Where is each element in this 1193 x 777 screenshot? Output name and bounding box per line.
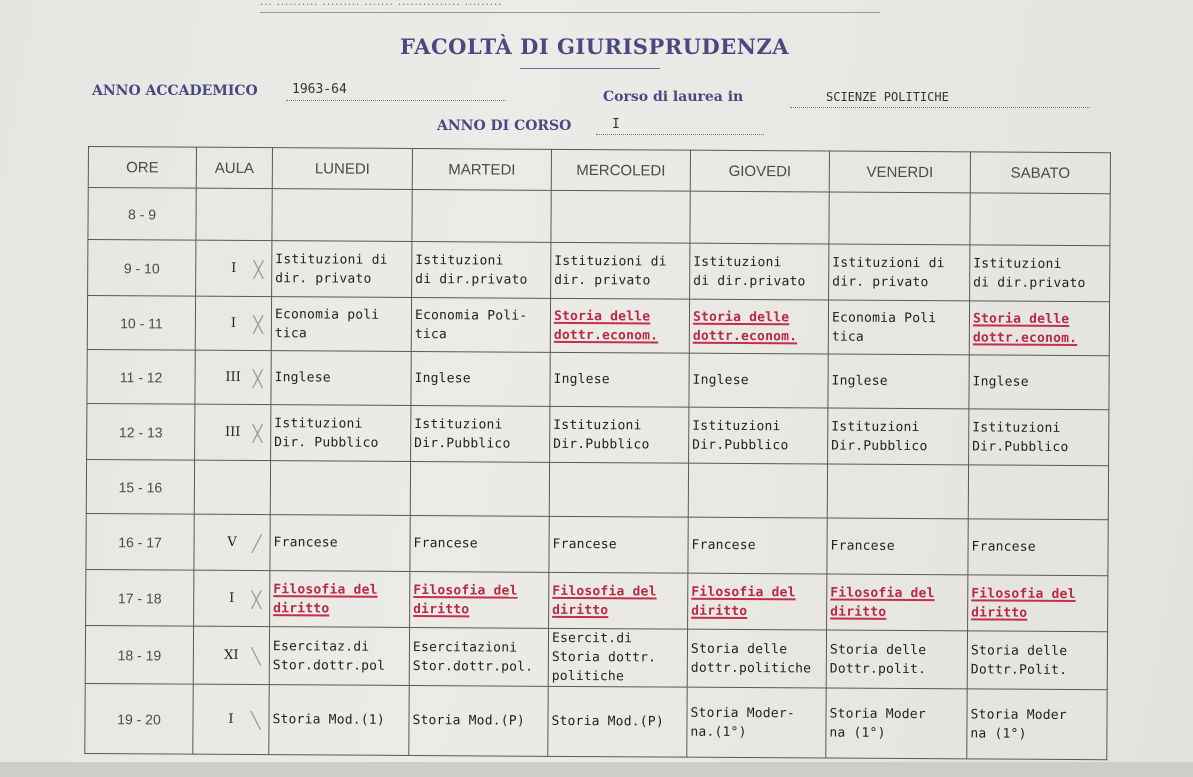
course-cell-mercoledi [549, 516, 688, 573]
course-name: Istituzioni Dir.Pubblico [831, 419, 928, 454]
course-cell-sabato [968, 465, 1108, 520]
course-name: Economia Poli tica [831, 310, 937, 345]
course-cell-venerdi [826, 688, 967, 759]
anno-corso-value: I [612, 117, 620, 132]
schedule-row [87, 349, 1109, 409]
course-cell-giovedi [689, 299, 828, 354]
course-cell-venerdi [827, 518, 968, 575]
course-cell-sabato [968, 575, 1108, 632]
pencil-check-mark-icon: ╳ [253, 314, 263, 334]
course-cell-martedi [409, 685, 548, 756]
course-cell-venerdi [827, 574, 968, 631]
column-header-lunedi: LUNEDI [272, 148, 412, 190]
course-cell-lunedi [272, 241, 412, 298]
course-cell-giovedi [688, 517, 827, 574]
course-name: Inglese [972, 374, 1029, 390]
room-number: XI [224, 647, 239, 663]
room-cell [196, 188, 272, 240]
room-cell [195, 350, 271, 404]
course-cell-mercoledi [548, 686, 687, 757]
column-header-venerdi: VENERDI [829, 151, 970, 193]
course-cell-mercoledi [549, 462, 688, 517]
course-cell-lunedi [270, 571, 410, 628]
schedule-row [88, 240, 1110, 302]
course-name: Filosofia del diritto [691, 584, 796, 619]
course-name: Filosofia del diritto [413, 582, 518, 617]
course-cell-martedi [410, 515, 549, 572]
course-name: Storia Moder- na.(1°) [690, 705, 795, 740]
time-slot: 12 - 13 [87, 403, 195, 460]
schedule-row [86, 513, 1108, 575]
corso-laurea-value: SCIENZE POLITICHE [826, 90, 949, 104]
course-name: Francese [273, 535, 338, 551]
course-name: Inglese [831, 373, 888, 389]
course-cell-giovedi [688, 463, 827, 518]
pencil-check-mark-icon: ╲ [250, 710, 261, 730]
schedule-row [87, 296, 1109, 356]
pencil-check-mark-icon: ╳ [252, 423, 263, 443]
room-cell [193, 626, 269, 684]
bottom-edge [0, 762, 1193, 777]
corso-laurea-label: Corso di laurea in [603, 89, 744, 105]
course-name: Storia delle dottr.politiche [690, 641, 812, 676]
course-name: Filosofia del diritto [971, 585, 1076, 621]
course-cell-lunedi [271, 351, 411, 406]
course-cell-mercoledi [550, 298, 689, 353]
column-header-ore: ORE [88, 147, 196, 189]
course-cell-sabato [969, 355, 1109, 410]
room-number: I [231, 260, 237, 276]
course-name: Esercitaz.di Stor.dottr.pol [272, 638, 386, 674]
course-cell-martedi [411, 351, 550, 406]
room-cell [195, 404, 271, 460]
time-slot: 11 - 12 [87, 349, 195, 404]
course-name: Storia delle Dottr.polit. [829, 642, 927, 677]
course-cell-martedi [412, 189, 551, 242]
course-name: Storia Mod.(1) [272, 712, 385, 728]
course-cell-lunedi [270, 515, 410, 572]
course-cell-lunedi [271, 297, 411, 352]
course-name: Esercit.di Storia dottr. politiche [551, 630, 657, 685]
anno-accademico-line [286, 100, 506, 101]
course-cell-giovedi [690, 243, 829, 300]
room-number: I [228, 711, 234, 727]
course-cell-martedi [410, 461, 549, 516]
room-number: I [229, 590, 235, 606]
course-name: Storia delle Dottr.Polit. [970, 642, 1068, 678]
course-name: Francese [971, 539, 1036, 555]
course-name: Storia delle dottr.econom. [553, 308, 659, 343]
course-name: Inglese [692, 372, 749, 389]
room-number: I [230, 315, 237, 331]
course-cell-mercoledi [548, 628, 687, 687]
course-cell-mercoledi [550, 352, 689, 407]
schedule-row [86, 459, 1108, 519]
course-cell-martedi [409, 627, 548, 686]
column-header-mercoledi: MERCOLEDI [551, 149, 690, 191]
anno-corso-line [596, 134, 764, 135]
title-underline [520, 68, 660, 71]
course-name: Filosofia del diritto [830, 585, 935, 620]
room-cell [194, 514, 270, 570]
time-slot: 15 - 16 [86, 459, 194, 514]
room-cell [194, 570, 270, 626]
course-name: Storia Moder na (1°) [829, 706, 926, 741]
course-name: Francese [691, 537, 756, 554]
time-slot: 16 - 17 [86, 513, 194, 570]
course-name: Istituzioni di dir.privato [693, 254, 806, 289]
pencil-check-mark-icon: ╲ [251, 646, 261, 666]
anno-corso-label: ANNO DI CORSO [437, 118, 572, 134]
course-cell-martedi [410, 571, 549, 628]
room-number: V [227, 534, 237, 550]
time-slot: 17 - 18 [86, 569, 194, 626]
course-cell-lunedi [269, 685, 409, 756]
course-name: Istituzioni di dir.privato [415, 252, 528, 288]
pencil-check-mark-icon: ╳ [252, 368, 263, 388]
course-name: Storia Moder na (1°) [970, 706, 1067, 742]
pencil-check-mark-icon: ╳ [253, 259, 264, 279]
course-cell-giovedi [689, 407, 828, 464]
course-cell-giovedi [690, 191, 829, 244]
room-number: III [225, 424, 241, 440]
course-cell-giovedi [687, 629, 826, 688]
course-name: Istituzioni di dir. privato [554, 253, 667, 288]
pencil-check-mark-icon: ╱ [251, 533, 262, 553]
course-cell-mercoledi [549, 572, 688, 629]
column-header-aula: AULA [196, 147, 272, 188]
course-cell-martedi [411, 297, 550, 352]
course-name: Istituzioni di dir. privato [275, 251, 388, 287]
course-name: Storia Mod.(P) [412, 712, 525, 729]
course-name: Istituzioni Dir.Pubblico [414, 416, 511, 452]
schedule-row [87, 403, 1109, 465]
schedule-row [88, 188, 1110, 246]
pencil-check-mark-icon: ╳ [251, 589, 262, 609]
room-cell [193, 684, 269, 754]
course-cell-sabato [967, 631, 1107, 690]
course-cell-giovedi [688, 573, 827, 630]
course-cell-mercoledi [551, 190, 690, 243]
course-cell-giovedi [687, 687, 826, 758]
faculty-title: FACOLTÀ DI GIURISPRUDENZA [400, 34, 790, 59]
course-cell-sabato [970, 245, 1110, 302]
course-name: Istituzioni di dir.privato [973, 255, 1086, 291]
course-name: Inglese [414, 370, 471, 387]
course-name: Istituzioni Dir.Pubblico [553, 417, 650, 452]
course-name: Francese [830, 538, 895, 554]
course-cell-giovedi [689, 353, 828, 408]
course-cell-mercoledi [551, 242, 690, 299]
course-cell-sabato [969, 301, 1109, 356]
course-name: Storia delle dottr.econom. [692, 309, 798, 344]
course-name: Inglese [274, 370, 331, 386]
schedule-row [85, 625, 1107, 689]
course-cell-martedi [411, 405, 550, 462]
corso-laurea-line [790, 107, 1090, 108]
room-cell [195, 296, 271, 350]
course-cell-lunedi [272, 189, 412, 242]
course-name: Inglese [553, 371, 610, 388]
top-cut-strip: ··· ·········· ········· ······· ··············· ········· [260, 0, 880, 13]
course-name: Storia Mod.(P) [551, 713, 664, 730]
course-name: Istituzioni Dir.Pubblico [972, 419, 1069, 455]
course-name: Francese [413, 535, 478, 552]
schedule-row [85, 683, 1107, 759]
course-cell-martedi [412, 241, 551, 298]
course-cell-venerdi [827, 464, 968, 519]
time-slot: 18 - 19 [85, 625, 193, 684]
course-name: Istituzioni Dir. Pubblico [274, 415, 379, 451]
course-cell-venerdi [828, 354, 969, 409]
course-cell-sabato [969, 409, 1109, 466]
time-slot: 9 - 10 [88, 240, 196, 297]
course-name: Filosofia del diritto [273, 581, 378, 616]
course-cell-sabato [968, 519, 1108, 576]
course-cell-venerdi [826, 630, 967, 689]
course-cell-lunedi [269, 627, 409, 686]
course-name: Istituzioni di dir. privato [832, 255, 945, 290]
course-name: Istituzioni Dir.Pubblico [692, 418, 789, 453]
course-cell-lunedi [271, 405, 411, 462]
column-header-sabato: SABATO [970, 152, 1110, 194]
time-slot: 19 - 20 [85, 683, 193, 754]
course-cell-venerdi [829, 192, 970, 245]
course-name: Filosofia del diritto [552, 583, 657, 618]
schedule-table [84, 146, 1111, 760]
course-cell-venerdi [829, 244, 970, 301]
course-name: Esercitazioni Stor.dottr.pol. [412, 639, 534, 675]
room-cell [196, 240, 272, 296]
course-cell-lunedi [270, 461, 410, 516]
room-cell [194, 460, 270, 514]
course-name: Economia poli tica [274, 306, 380, 341]
column-header-martedi: MARTEDI [412, 148, 551, 190]
course-cell-sabato [970, 193, 1110, 246]
course-cell-venerdi [828, 300, 969, 355]
course-name: Storia delle dottr.econom. [972, 310, 1078, 346]
course-cell-sabato [967, 689, 1107, 760]
schedule-body [85, 188, 1110, 760]
course-cell-venerdi [828, 408, 969, 465]
room-number: III [225, 369, 241, 385]
course-name: Francese [552, 536, 617, 553]
column-header-giovedi: GIOVEDI [690, 150, 829, 192]
course-cell-mercoledi [550, 406, 689, 463]
schedule-row [86, 569, 1108, 631]
header-row [88, 147, 1110, 194]
anno-accademico-value: 1963-64 [292, 82, 347, 97]
anno-accademico-label: ANNO ACCADEMICO [92, 83, 258, 99]
course-name: Economia Poli- tica [414, 307, 528, 342]
time-slot: 8 - 9 [88, 188, 196, 241]
time-slot: 10 - 11 [87, 296, 195, 351]
